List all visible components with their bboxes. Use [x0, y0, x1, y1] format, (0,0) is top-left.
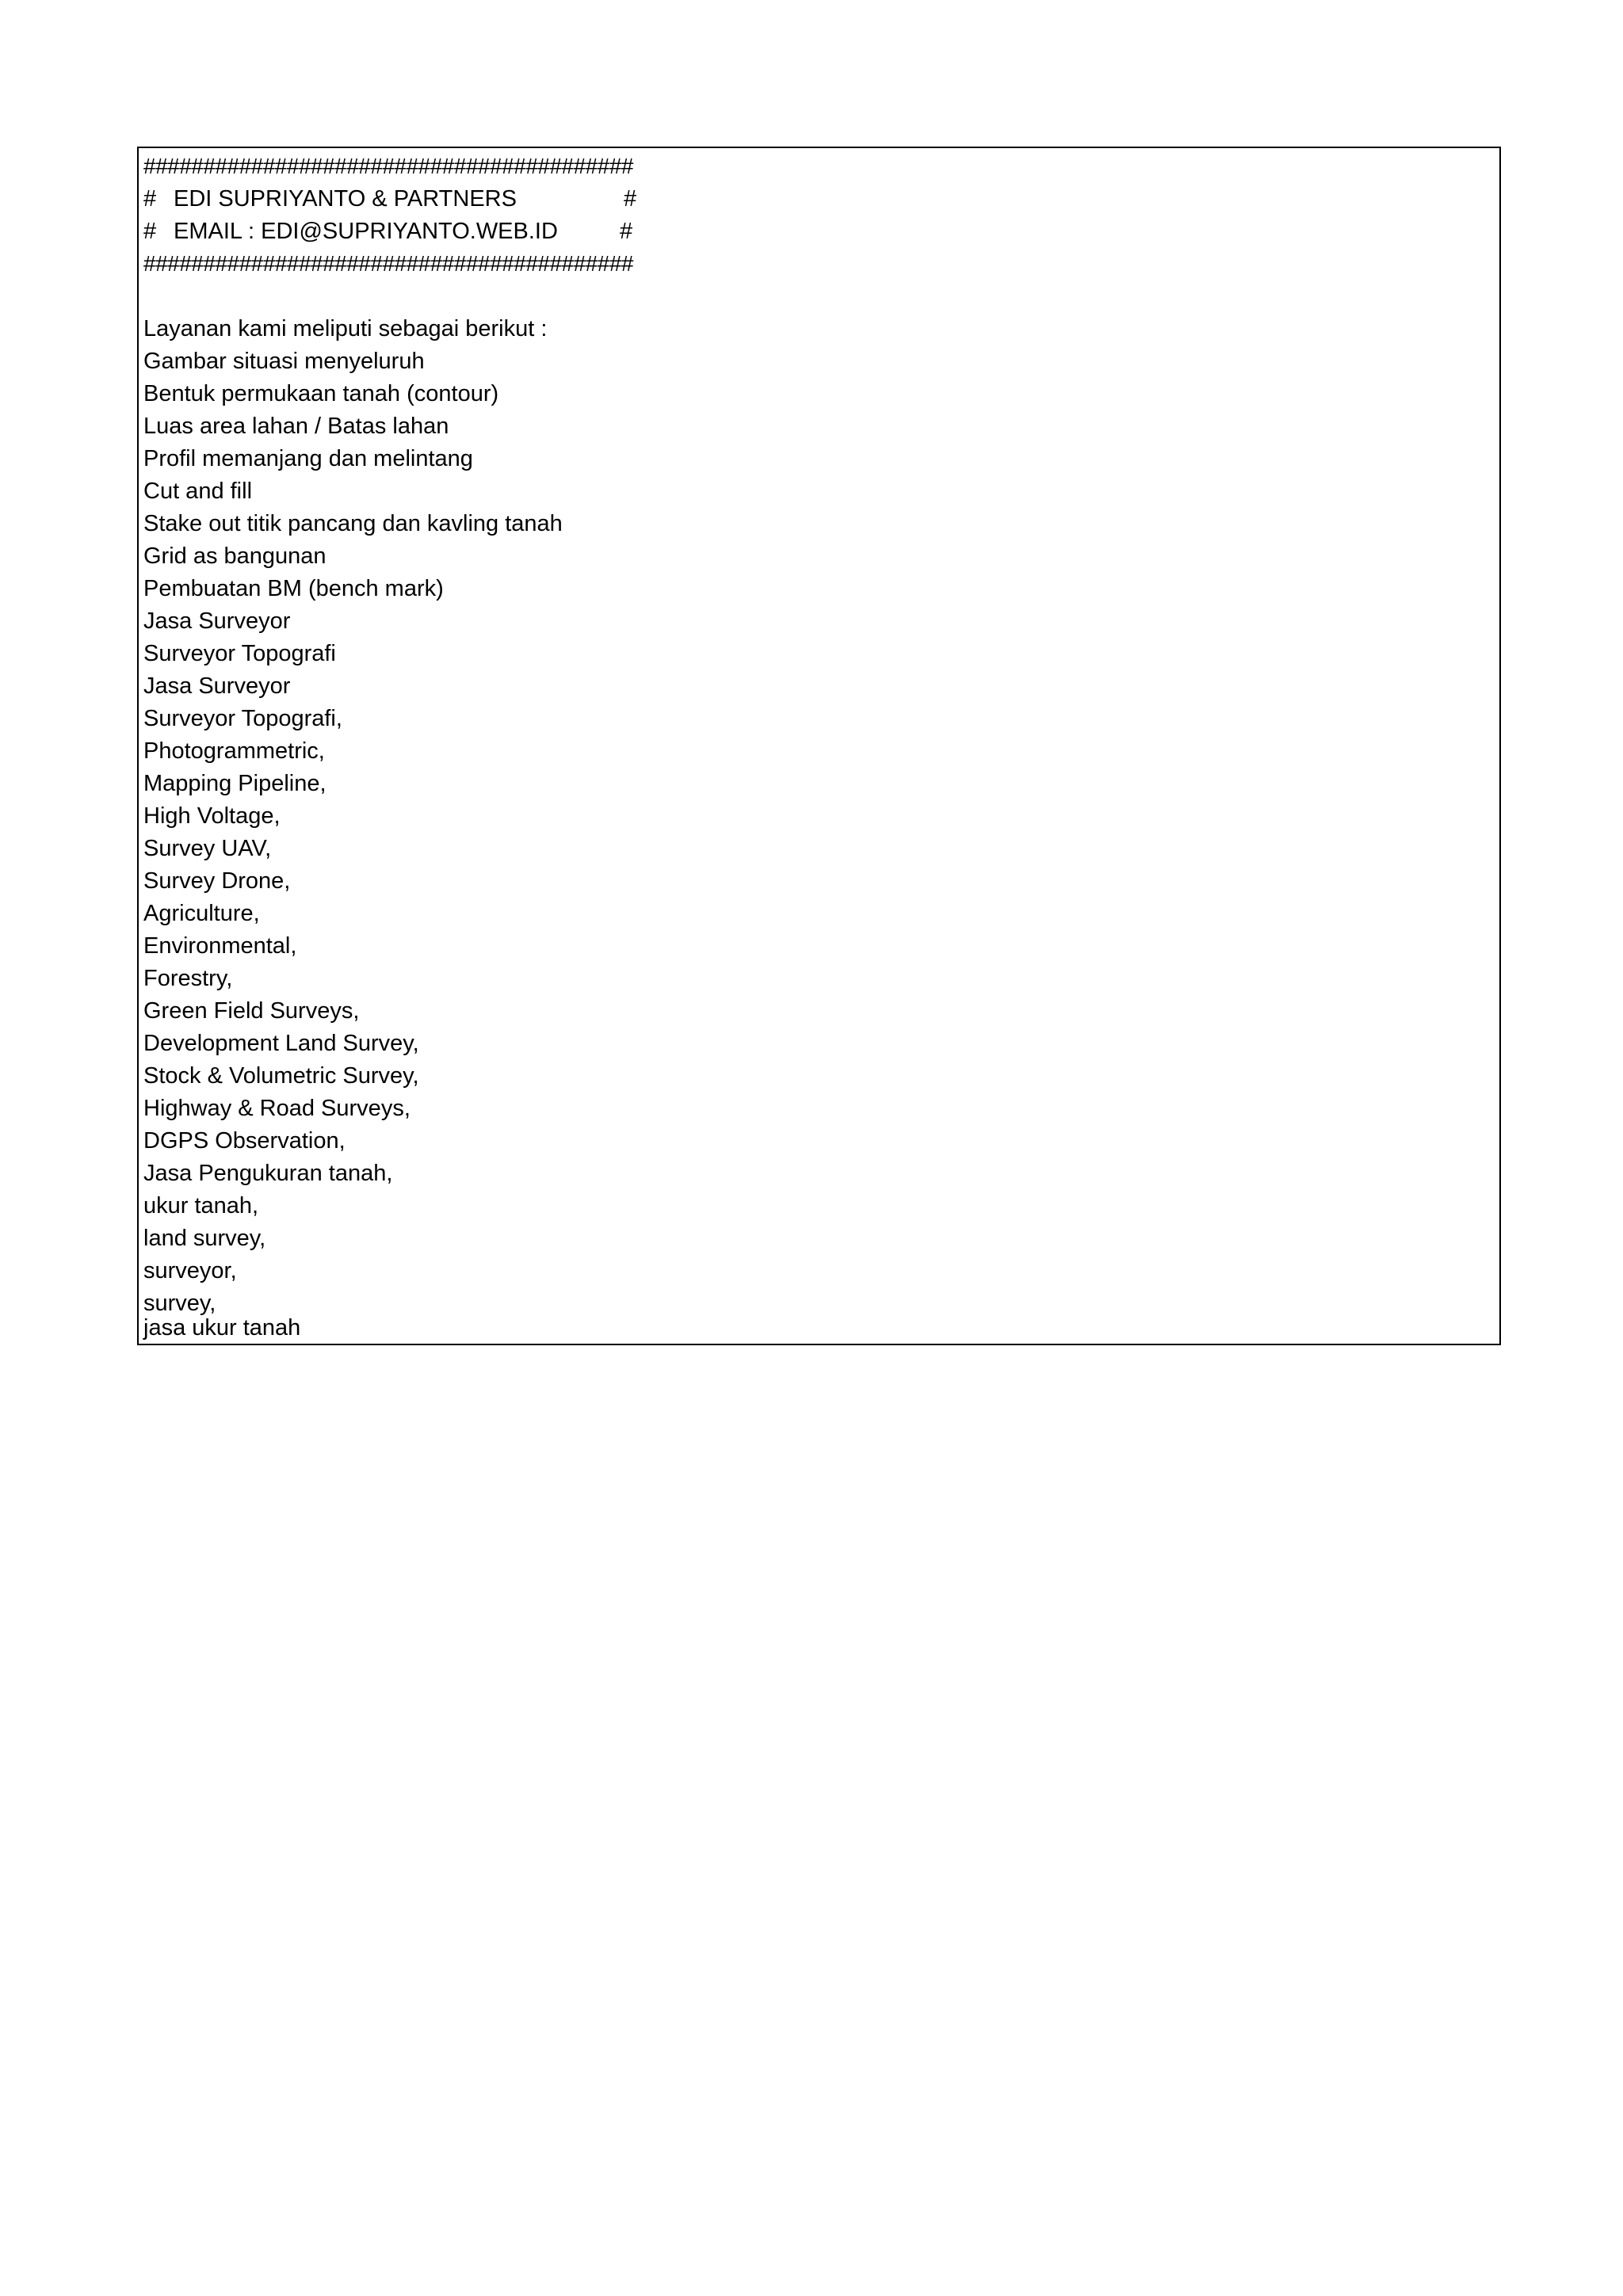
list-item: Agriculture, [143, 901, 260, 926]
list-item: Cut and fill [143, 479, 253, 504]
list-item: land survey, [143, 1226, 266, 1251]
list-item: Stock & Volumetric Survey, [143, 1063, 419, 1089]
list-item: Highway & Road Surveys, [143, 1096, 411, 1121]
list-item: Green Field Surveys, [143, 998, 360, 1024]
header-border-bottom: ######################################### [143, 251, 633, 276]
header-company-suffix: # [624, 186, 637, 212]
list-item: surveyor, [143, 1258, 237, 1283]
list-item: Pembuatan BM (bench mark) [143, 576, 444, 601]
company-email: EMAIL : EDI@SUPRIYANTO.WEB.ID [174, 219, 558, 244]
list-item: ukur tanah, [143, 1193, 259, 1219]
list-item: Photogrammetric, [143, 738, 325, 764]
list-item: Surveyor Topografi [143, 641, 336, 666]
list-item: Profil memanjang dan melintang [143, 446, 473, 471]
header-email-prefix: # [143, 219, 157, 244]
list-item: Grid as bangunan [143, 543, 327, 569]
list-item: Gambar situasi menyeluruh [143, 349, 425, 374]
list-item: Jasa Surveyor [143, 608, 291, 634]
list-item: Mapping Pipeline, [143, 771, 327, 796]
list-item: Jasa Surveyor [143, 673, 291, 699]
services-intro: Layanan kami meliputi sebagai berikut : [143, 316, 548, 341]
header-email-suffix: # [620, 219, 633, 244]
list-item: Environmental, [143, 933, 297, 959]
header-border-top: ######################################### [143, 154, 633, 178]
list-item: Stake out titik pancang dan kavling tanah [143, 511, 563, 536]
list-item: jasa ukur tanah [143, 1315, 301, 1341]
company-name: EDI SUPRIYANTO & PARTNERS [174, 186, 517, 212]
list-item: survey, [143, 1291, 216, 1316]
list-item: Luas area lahan / Batas lahan [143, 414, 449, 439]
list-item: Forestry, [143, 966, 233, 991]
list-item: Surveyor Topografi, [143, 706, 342, 731]
list-item: Development Land Survey, [143, 1031, 419, 1056]
list-item: Bentuk permukaan tanah (contour) [143, 381, 499, 406]
list-item: Survey Drone, [143, 868, 291, 894]
header-company-prefix: # [143, 186, 157, 212]
list-item: High Voltage, [143, 803, 281, 829]
list-item: Jasa Pengukuran tanah, [143, 1161, 393, 1186]
list-item: DGPS Observation, [143, 1128, 346, 1154]
list-item: Survey UAV, [143, 836, 272, 861]
